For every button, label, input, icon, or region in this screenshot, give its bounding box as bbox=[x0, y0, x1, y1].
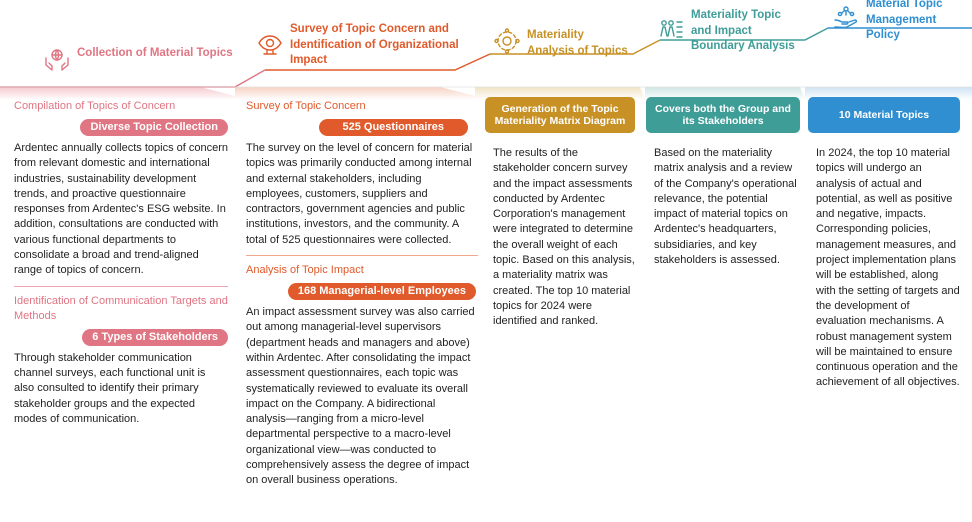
stage-5-column bbox=[808, 97, 960, 391]
stage-2-pill-2: 168 Managerial-level Employees bbox=[288, 283, 476, 300]
stage-3-text: The results of the stakeholder concern survey and the impact assessments conducted by Ardentec Corporation's management were integrated to determine the overall weight of each topic. Based on this analysis, a materiality matrix was created. The top 10 material topics for 2024 were identified and ranked. bbox=[493, 147, 635, 328]
stage-1-title: Collection of Material Topics bbox=[77, 47, 233, 59]
hands-holding-globe-icon bbox=[44, 46, 70, 72]
people-boundary-icon bbox=[658, 16, 684, 42]
stage-4-title: Materiality Topic and Impact Boundary Analysis bbox=[691, 9, 795, 52]
gear-network-icon bbox=[494, 28, 520, 54]
stage-2-header bbox=[257, 22, 465, 69]
stage-5-header bbox=[833, 0, 946, 44]
stage-3-header bbox=[494, 28, 632, 59]
stage-5-title: Material Topic Management Policy bbox=[866, 0, 943, 41]
stage-2-title: Survey of Topic Concern and Identification of Organizational Impact bbox=[290, 23, 459, 66]
stage-2-text-2: An impact assessment survey was also carried out among managerial-level supervisors (department heads and managers and above) within Ardentec. After consolidating the impact assessment questionnaires, each topic was systematically reviewed to evaluate its overall impact on the Company. A bidirectional analysis—ranging from a micro-level departmental perspective to a macro-level organizational view—was conducted to comprehensively assess the degree of impact on overall business operations. bbox=[246, 306, 475, 487]
stage-1-header bbox=[44, 46, 233, 72]
stage-5-text: In 2024, the top 10 material topics will undergo an analysis of actual and potential, as well as positive and negative, impacts. Corresponding policies, management measures, and project implementation plans will be established, along with the setting of targets and the development of evaluation mechanisms. A robust management system will be maintained to ensure continuous operation and the achievement of all objectives. bbox=[816, 147, 960, 389]
stage-1-text-2: Through stakeholder communication channel surveys, each functional unit is also consulted to identify their primary stakeholder groups and the expected modes of communication. bbox=[14, 351, 206, 425]
hand-network-icon bbox=[833, 3, 859, 29]
stage-1-divider bbox=[14, 286, 228, 287]
stage-4-text: Based on the materiality matrix analysis and a review of the Company's operational relevance, the potential impact of material topics on Ardentec's headquarters, subsidiaries, and key stakeholders is assessed. bbox=[654, 147, 797, 267]
stage-1-pill-1: Diverse Topic Collection bbox=[80, 119, 228, 136]
survey-eye-icon bbox=[257, 30, 283, 56]
stage-3-column bbox=[485, 97, 635, 330]
stage-1-subtitle-2: Identification of Communication Targets and Methods bbox=[14, 294, 228, 322]
stage-2-divider bbox=[246, 255, 478, 256]
stage-1-subtitle-1: Compilation of Topics of Concern bbox=[14, 100, 176, 112]
stage-2-pill-1: 525 Questionnaires bbox=[319, 119, 469, 136]
stage-3-title: Materiality Analysis of Topics bbox=[527, 29, 628, 57]
stage-2-subtitle-1: Survey of Topic Concern bbox=[246, 100, 366, 112]
stage-5-box: 10 Material Topics bbox=[808, 97, 960, 133]
stage-3-box: Generation of the Topic Materiality Matrix Diagram bbox=[485, 97, 635, 133]
stage-1-pill-2: 6 Types of Stakeholders bbox=[82, 329, 228, 346]
stage-1-column bbox=[14, 99, 228, 427]
stage-4-box: Covers both the Group and its Stakeholders bbox=[646, 97, 800, 133]
stage-1-text-1: Ardentec annually collects topics of concern from relevant domestic and international industries, sustainability development trends, and proactive questionnaire responses from Ardentec's ESG website. In addition, consultations are conducted with various functional departments to consolidate a broad and trend-aligned range of topics of concern. bbox=[14, 142, 229, 277]
stage-2-column bbox=[246, 99, 478, 489]
stage-2-subtitle-2: Analysis of Topic Impact bbox=[246, 264, 364, 277]
stage-4-column bbox=[646, 97, 800, 268]
stage-4-header bbox=[658, 8, 801, 55]
stage-2-text-1: The survey on the level of concern for material topics was primarily conducted among internal and external stakeholders, including employees, customers, suppliers and contractors, government agencies and public institutions, investors, and the community. A total of 525 questionnaires were collected. bbox=[246, 142, 473, 246]
